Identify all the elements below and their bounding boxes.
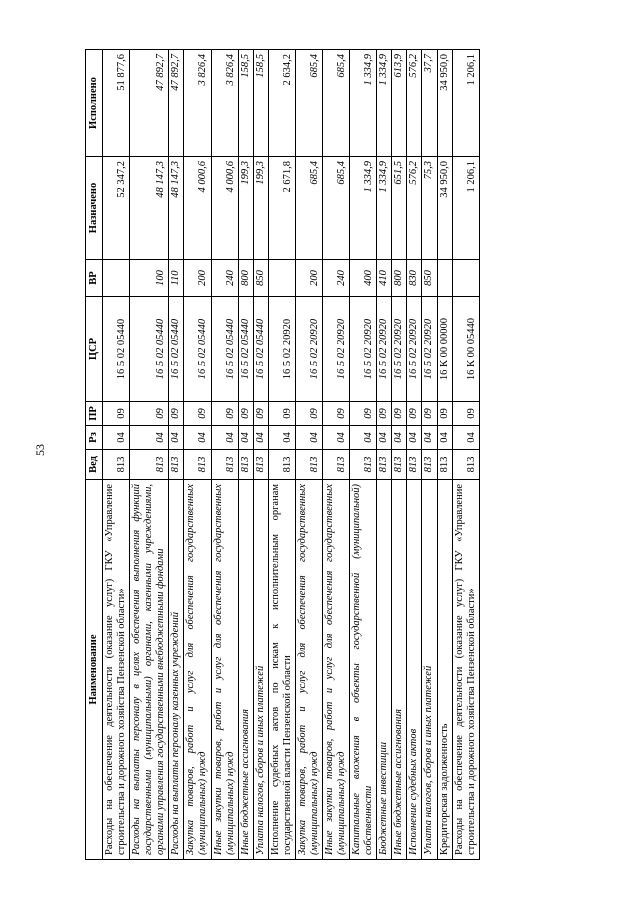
cell-csr: 16 5 02 05440 (130, 297, 169, 402)
cell-ved: 813 (392, 450, 407, 480)
table-row (268, 50, 295, 860)
cell-pr: 09 (169, 402, 184, 426)
table-row (184, 50, 211, 860)
cell-assigned: 1 334,9 (350, 157, 377, 260)
cell-vr: 410 (377, 260, 392, 297)
cell-executed: 158,5 (238, 50, 253, 157)
cell-name: Уплата налогов, сборов и иных платежей (422, 480, 437, 860)
rotated-page (85, 50, 526, 860)
cell-pr: 09 (253, 402, 268, 426)
cell-executed: 1 334,9 (377, 50, 392, 157)
cell-executed: 613,9 (392, 50, 407, 157)
cell-vr (437, 260, 452, 297)
cell-assigned: 48 147,3 (169, 157, 184, 260)
cell-ved: 813 (238, 450, 253, 480)
cell-rz: 04 (437, 426, 452, 450)
cell-vr (268, 260, 295, 297)
cell-rz: 04 (377, 426, 392, 450)
cell-name: Иные бюджетные ассигнования (238, 480, 253, 860)
header-pr: ПР (86, 402, 103, 426)
table-body (103, 50, 480, 860)
cell-csr: 16 5 02 05440 (103, 297, 130, 402)
cell-csr: 16 5 02 05440 (253, 297, 268, 402)
cell-executed: 685,4 (295, 50, 322, 157)
cell-name: Исполнение судебных актов (407, 480, 422, 860)
cell-executed: 47 892,7 (130, 50, 169, 157)
cell-vr: 200 (184, 260, 211, 297)
cell-vr: 110 (169, 260, 184, 297)
cell-executed: 685,4 (323, 50, 350, 157)
cell-csr: 16 5 02 20920 (323, 297, 350, 402)
cell-csr: 16 К 00 00000 (437, 297, 452, 402)
table-row (437, 50, 452, 860)
cell-assigned: 685,4 (295, 157, 322, 260)
table-row (295, 50, 322, 860)
cell-rz: 04 (392, 426, 407, 450)
cell-assigned: 48 147,3 (130, 157, 169, 260)
cell-name: Иные бюджетные ассигнования (392, 480, 407, 860)
cell-assigned: 199,3 (253, 157, 268, 260)
cell-pr: 09 (103, 402, 130, 426)
cell-name: Расходы на обеспечение деятельности (оказание услуг) ГКУ «Управление строительства и дорожного хозяйства Пензенской области» (452, 480, 479, 860)
cell-name: Кредиторская задолженность (437, 480, 452, 860)
cell-executed: 158,5 (253, 50, 268, 157)
cell-rz: 04 (323, 426, 350, 450)
cell-pr: 09 (184, 402, 211, 426)
cell-ved: 813 (452, 450, 479, 480)
cell-rz: 04 (184, 426, 211, 450)
cell-ved: 813 (169, 450, 184, 480)
cell-ved: 813 (323, 450, 350, 480)
cell-name: Расходы на выплаты персоналу казенных учреждений (169, 480, 184, 860)
cell-vr: 800 (238, 260, 253, 297)
cell-executed: 1 206,1 (452, 50, 479, 157)
cell-csr: 16 5 02 20920 (422, 297, 437, 402)
table-row (103, 50, 130, 860)
cell-ved: 813 (211, 450, 238, 480)
cell-pr: 09 (377, 402, 392, 426)
cell-pr: 09 (350, 402, 377, 426)
cell-rz: 04 (295, 426, 322, 450)
cell-executed: 2 634,2 (268, 50, 295, 157)
cell-name: Уплата налогов, сборов и иных платежей (253, 480, 268, 860)
cell-vr: 800 (392, 260, 407, 297)
cell-name: Бюджетные инвестиции (377, 480, 392, 860)
cell-ved: 813 (377, 450, 392, 480)
table-row (253, 50, 268, 860)
table-row (169, 50, 184, 860)
cell-rz: 04 (211, 426, 238, 450)
cell-name: Закупка товаров, работ и услуг для обеспечения государственных (муниципальных) нужд (295, 480, 322, 860)
cell-rz: 04 (253, 426, 268, 450)
cell-executed: 3 826,4 (184, 50, 211, 157)
cell-name: Расходы на выплаты персоналу в целях обеспечения выполнения функций государственными (муниципальными) органами, казенными учреждениями, органами управления государственными внебюджетными фондами (130, 480, 169, 860)
cell-ved: 813 (350, 450, 377, 480)
cell-assigned: 685,4 (323, 157, 350, 260)
cell-assigned: 576,2 (407, 157, 422, 260)
cell-name: Капитальные вложения в объекты государственной (муниципальной) собственности (350, 480, 377, 860)
cell-vr (452, 260, 479, 297)
cell-vr: 850 (422, 260, 437, 297)
cell-vr: 240 (211, 260, 238, 297)
cell-assigned: 4 000,6 (211, 157, 238, 260)
page-number: 53 (33, 444, 47, 456)
cell-csr: 16 5 02 20920 (392, 297, 407, 402)
header-rz: Рз (86, 426, 103, 450)
cell-pr: 09 (238, 402, 253, 426)
table-row (392, 50, 407, 860)
cell-rz: 04 (130, 426, 169, 450)
cell-ved: 813 (295, 450, 322, 480)
cell-vr: 850 (253, 260, 268, 297)
cell-executed: 37,7 (422, 50, 437, 157)
cell-pr: 09 (452, 402, 479, 426)
table-row (238, 50, 253, 860)
cell-executed: 47 892,7 (169, 50, 184, 157)
cell-name: Иные закупки товаров, работ и услуг для обеспечения государственных (муниципальных) нужд (211, 480, 238, 860)
cell-name: Закупка товаров, работ и услуг для обеспечения государственных (муниципальных) нужд (184, 480, 211, 860)
cell-csr: 16 5 02 05440 (169, 297, 184, 402)
cell-ved: 813 (422, 450, 437, 480)
cell-csr: 16 5 02 05440 (184, 297, 211, 402)
cell-pr: 09 (130, 402, 169, 426)
cell-csr: 16 5 02 20920 (377, 297, 392, 402)
table-row (422, 50, 437, 860)
cell-pr: 09 (422, 402, 437, 426)
cell-ved: 813 (407, 450, 422, 480)
header-assigned: Назначено (86, 157, 103, 260)
cell-ved: 813 (130, 450, 169, 480)
cell-rz: 04 (452, 426, 479, 450)
table-row (211, 50, 238, 860)
cell-rz: 04 (422, 426, 437, 450)
cell-csr: 16 5 02 20920 (295, 297, 322, 402)
cell-assigned: 34 950,0 (437, 157, 452, 260)
cell-assigned: 75,3 (422, 157, 437, 260)
cell-rz: 04 (103, 426, 130, 450)
table-row (323, 50, 350, 860)
cell-pr: 09 (211, 402, 238, 426)
cell-name: Иные закупки товаров, работ и услуг для обеспечения государственных (муниципальных) нужд (323, 480, 350, 860)
cell-csr: 16 5 02 05440 (211, 297, 238, 402)
cell-assigned: 651,5 (392, 157, 407, 260)
cell-rz: 04 (169, 426, 184, 450)
cell-assigned: 199,3 (238, 157, 253, 260)
cell-pr: 09 (392, 402, 407, 426)
cell-rz: 04 (407, 426, 422, 450)
header-ved: Вед (86, 450, 103, 480)
table-row (377, 50, 392, 860)
cell-vr: 100 (130, 260, 169, 297)
cell-vr: 830 (407, 260, 422, 297)
budget-table (85, 49, 480, 860)
cell-ved: 813 (268, 450, 295, 480)
cell-pr: 09 (437, 402, 452, 426)
cell-ved: 813 (184, 450, 211, 480)
cell-assigned: 52 347,2 (103, 157, 130, 260)
cell-assigned: 1 334,9 (377, 157, 392, 260)
cell-executed: 576,2 (407, 50, 422, 157)
cell-name: Исполнение судебных актов по искам к исполнительным органам государственной власти Пензенской области (268, 480, 295, 860)
cell-assigned: 2 671,8 (268, 157, 295, 260)
cell-executed: 51 877,6 (103, 50, 130, 157)
cell-ved: 813 (253, 450, 268, 480)
table-row (407, 50, 422, 860)
cell-vr (103, 260, 130, 297)
cell-vr: 400 (350, 260, 377, 297)
cell-executed: 3 826,4 (211, 50, 238, 157)
cell-rz: 04 (238, 426, 253, 450)
cell-csr: 16 5 02 20920 (407, 297, 422, 402)
cell-csr: 16 5 02 20920 (268, 297, 295, 402)
cell-vr: 240 (323, 260, 350, 297)
header-row (86, 50, 103, 860)
cell-name: Расходы на обеспечение деятельности (оказание услуг) ГКУ «Управление строительства и дорожного хозяйства Пензенской области» (103, 480, 130, 860)
cell-vr: 200 (295, 260, 322, 297)
table-row (452, 50, 479, 860)
table-row (130, 50, 169, 860)
cell-assigned: 4 000,6 (184, 157, 211, 260)
header-vr: ВР (86, 260, 103, 297)
header-executed: Исполнено (86, 50, 103, 157)
cell-executed: 1 334,9 (350, 50, 377, 157)
cell-pr: 09 (323, 402, 350, 426)
cell-csr: 16 К 00 05440 (452, 297, 479, 402)
cell-rz: 04 (350, 426, 377, 450)
cell-assigned: 1 206,1 (452, 157, 479, 260)
cell-ved: 813 (103, 450, 130, 480)
cell-executed: 34 950,0 (437, 50, 452, 157)
table-row (350, 50, 377, 860)
cell-csr: 16 5 02 20920 (350, 297, 377, 402)
cell-pr: 09 (268, 402, 295, 426)
header-csr: ЦСР (86, 297, 103, 402)
cell-rz: 04 (268, 426, 295, 450)
cell-csr: 16 5 02 05440 (238, 297, 253, 402)
header-name: Наименование (86, 480, 103, 860)
cell-pr: 09 (407, 402, 422, 426)
cell-pr: 09 (295, 402, 322, 426)
cell-ved: 813 (437, 450, 452, 480)
